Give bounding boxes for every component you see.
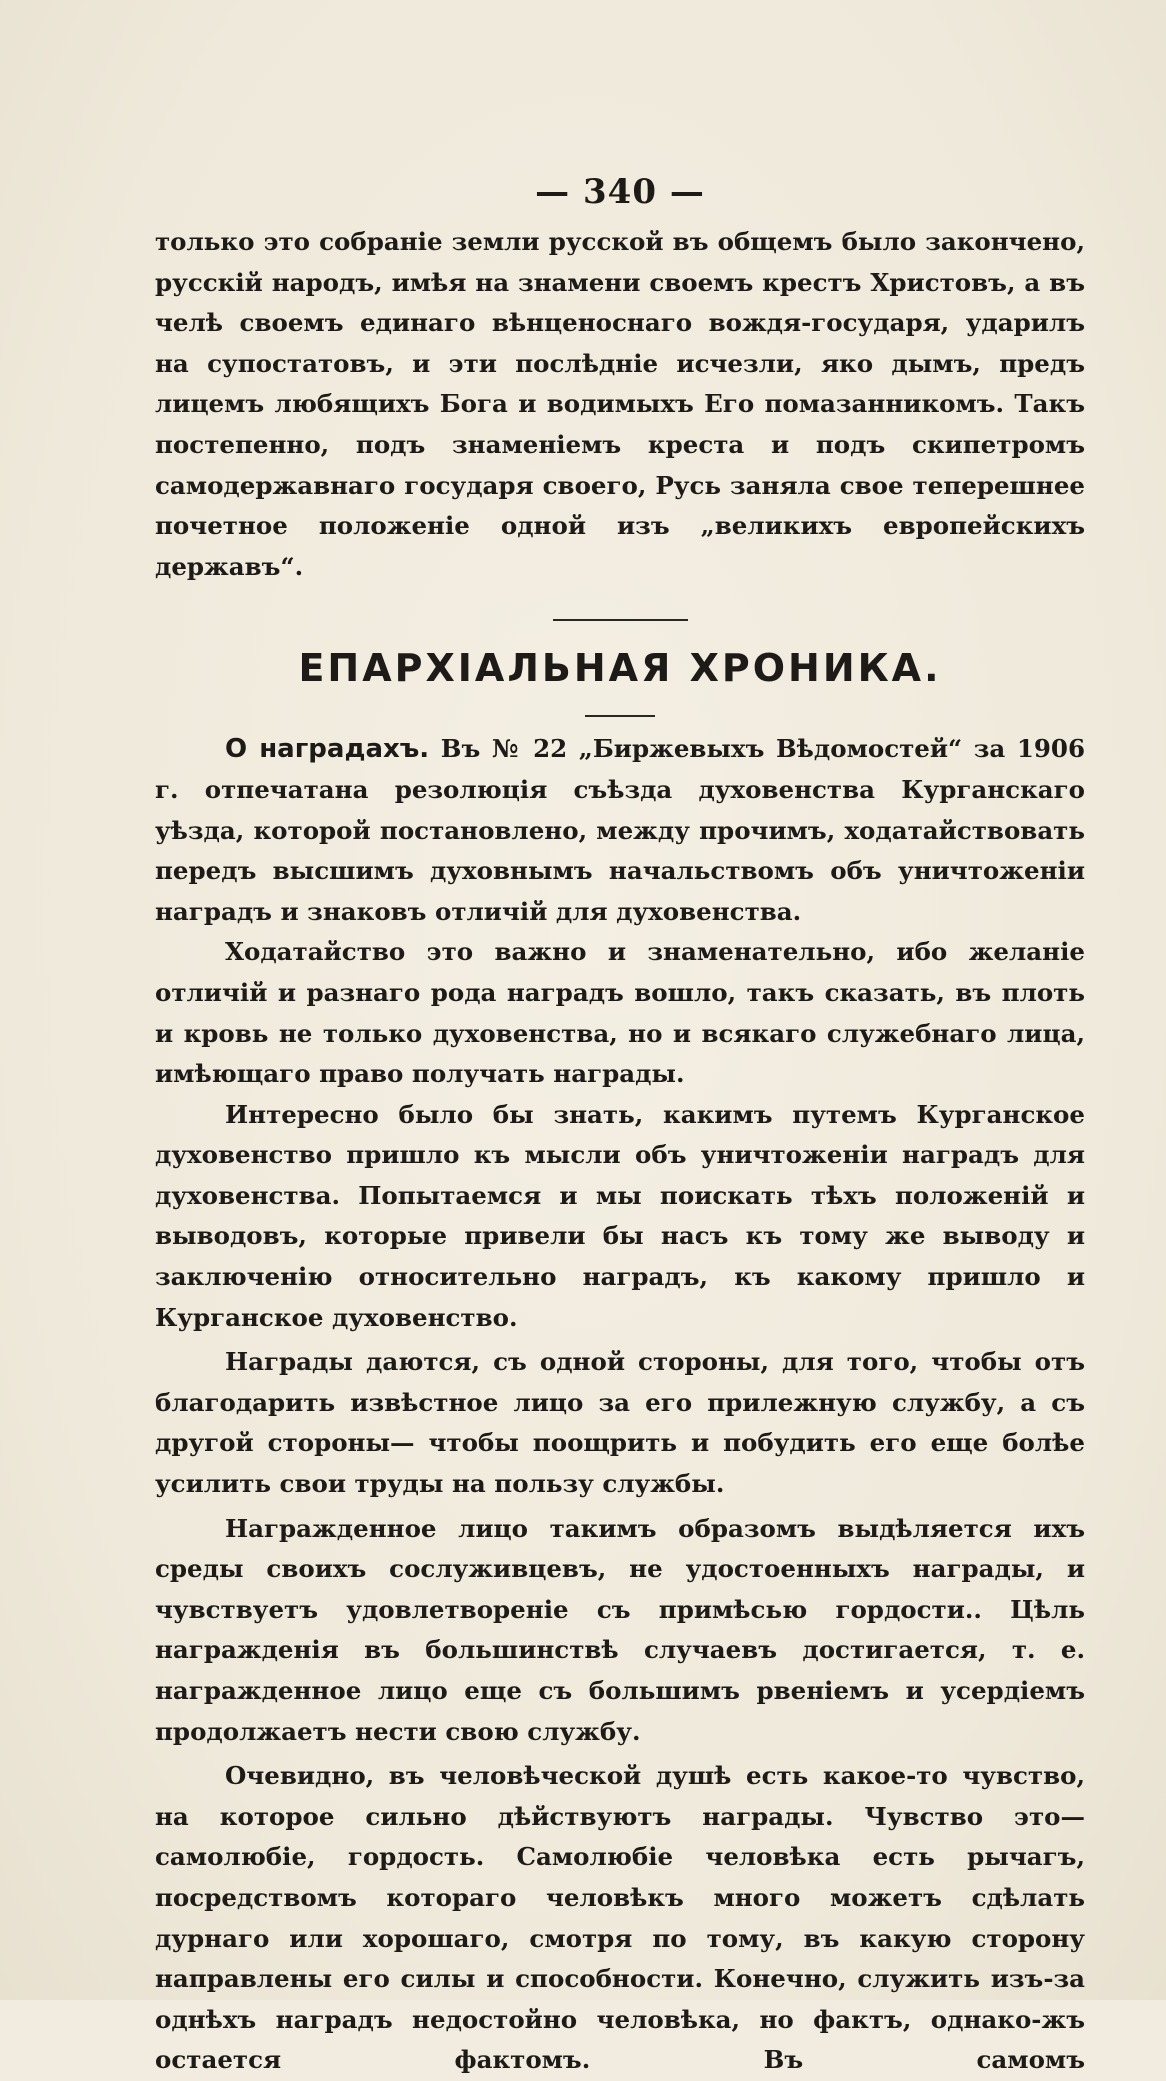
section-title: ЕПАРХІАЛЬНАЯ ХРОНИКА. [298, 646, 942, 691]
article-heading: О наградахъ. [225, 734, 430, 765]
divider-rule-short [585, 715, 655, 717]
article-paragraph-6: Очевидно, въ человѣческой душѣ есть какое-то чувство, на которое сильно дѣйствуютъ награды. Чувство это—самолюбіе, гордость. Самолюбіе человѣка есть рычагъ, посредствомъ котораго человѣкъ много можетъ сдѣлать дурнаго или хорошаго, смотря по тому, въ какую сторону направлены его силы и способности. Конечно, служить изъ-за однѣхъ наградъ недостойно человѣка, но фактъ, однако-жъ остается фактомъ. Въ самомъ [155, 1761, 1085, 2075]
article-paragraph-3: Интересно было бы знать, какимъ путемъ Курганское духовенство пришло къ мысли объ уничтоженіи наградъ для духовенства. Попытаемся и мы поискать тѣхъ положеній и выводовъ, которые привели бы насъ къ тому же выводу и заключенію относительно наградъ, къ какому пришло и Курганское духовенство. [155, 1099, 1085, 1332]
divider-rule [553, 619, 688, 621]
page-number: — 340 — [535, 172, 705, 212]
article-paragraph-5: Награжденное лицо такимъ образомъ выдѣляется ихъ среды своихъ сослуживцевъ, не удостоенныхъ награды, и чувствуетъ удовлетвореніе съ примѣсью гордости.. Цѣль награжденія въ большинствѣ случаевъ достигается, т. е. награжденное лицо еще съ большимъ рвеніемъ и усердіемъ продолжаетъ нести свою службу. [155, 1513, 1085, 1746]
article-paragraph-2: Ходатайство это важно и знаменательно, ибо желаніе отличій и разнаго рода наградъ вошло, такъ сказать, въ плоть и кровь не только духовенства, но и всякаго служебнаго лица, имѣющаго право получать награды. [155, 937, 1085, 1089]
text-column [155, 168, 1085, 2081]
article-paragraph-1-text: Въ № 22 „Биржевыхъ Вѣдомостей“ за 1906 г. отпечатана резолюція съѣзда духовенства Курганскаго уѣзда, которой постановлено, между прочимъ, ходатайствовать передъ высшимъ духовнымъ начальствомъ объ уничтоженіи наградъ и знаковъ отличій для духовенства. [155, 734, 1086, 926]
article-paragraph-1 [155, 729, 1085, 932]
intro-paragraph: только это собраніе земли русской въ общемъ было закончено, русскій народъ, имѣя на знамени своемъ крестъ Христовъ, а въ челѣ своемъ единаго вѣнценоснаго вождя-государя, ударилъ на супостатовъ, и эти послѣдніе исчезли, яко дымъ, предъ лицемъ любящихъ Бога и водимыхъ Его помазанникомъ. Такъ постепенно, подъ знаменіемъ креста и подъ скипетромъ самодержавнаго государя своего, Русь заняла свое теперешнее почетное положеніе одной изъ „великихъ европейскихъ державъ“. [155, 227, 1085, 581]
article-paragraph-4: Награды даются, съ одной стороны, для того, чтобы отъ благодарить извѣстное лицо за его прилежную службу, а съ другой стороны— чтобы поощрить и побудить его еще болѣе усилить свои труды на пользу службы. [155, 1347, 1085, 1499]
